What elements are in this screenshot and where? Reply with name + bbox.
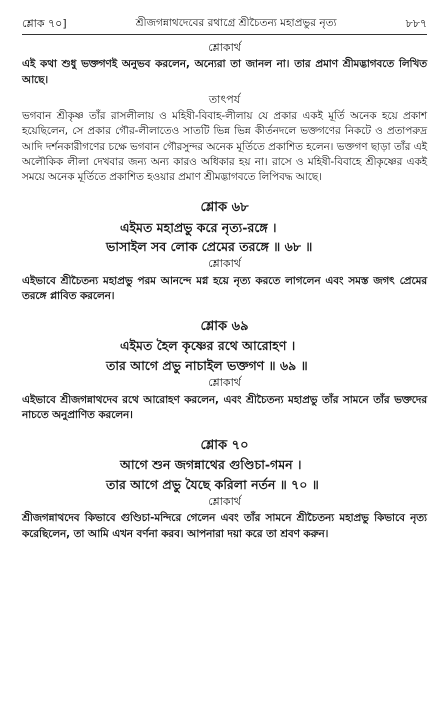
header-rule — [22, 34, 427, 35]
translation-text: এই কথা শুধু ভক্তগণই অনুভব করলেন, অন্যেরা তা জানল না। তার প্রমাণ শ্রীমদ্ভাগবতে লিখিত আছে। — [22, 58, 427, 86]
running-header — [22, 14, 427, 32]
verse-line: তার আগে প্রভু যৈছে করিলা নর্তন ॥ ৭০ ॥ — [106, 476, 319, 492]
verse-line: ভাসাইল সব লোক প্রেমের তরঙ্গে ॥ ৬৮ ॥ — [106, 238, 313, 254]
translation-heading: শ্লোকার্থ — [208, 494, 241, 508]
translation-text: এইভাবে শ্রীজগন্নাথদেব রথে আরোহণ করলেন, এবং শ্রীচৈতন্য মহাপ্রভু তাঁর সামনে তাঁর ভক্তদের নাচতে অনুপ্রাণিত করলেন। — [22, 393, 427, 421]
purport-text: ভগবান শ্রীকৃষ্ণ তাঁর রাসলীলায় ও মহিষী-বিবাহ-লীলায় যে প্রকার একই মূর্তি অনেক হয়ে প্রকাশ হয়েছিলেন, সে প্রকার গৌর-লীলাতেও সাতটি ভিন্ন ভিন্ন কীর্তনদলে ভক্তগণের নিকটে ও প্রতাপরুদ্র আদি দর্শনকারীগণের চক্ষে ভগবান গৌরসুন্দর অনেক মূর্তিতে প্রকাশিত হলেন। ভক্তগণ ছাড়া তাঁর এই অলৌকিক লীলা দেখবার জন্য অন্য কারও অধিকার হয় না। রাসে ও মহিষী-বিবাহে শ্রীকৃষ্ণের একই সময়ে অনেক মূর্তিতে প্রকাশিত হওয়ার প্রমাণ শ্রীমদ্ভাগবতে লিপিবদ্ধ আছে। — [22, 110, 427, 184]
page-content — [22, 40, 427, 546]
translation-text: এইভাবে শ্রীচৈতন্য মহাপ্রভু পরম আনন্দে মগ্ন হয়ে নৃত্য করতে লাগলেন এবং সমস্ত জগৎ প্রেমের তরঙ্গে প্লাবিত করলেন। — [22, 274, 427, 302]
translation-heading: শ্লোকার্থ — [208, 376, 241, 390]
header-title: শ্রীজগন্নাথদেবের রথাগ্রে শ্রীচৈতন্য মহাপ্রভুর নৃত্য — [135, 16, 337, 29]
verse-number: শ্লোক ৬৮ — [200, 200, 249, 216]
verse-line: এইমত হৈল কৃষ্ণের রথে আরোহণ । — [120, 338, 296, 354]
verse-line: আগে শুন জগন্নাথের গুণ্ডিচা-গমন । — [120, 457, 302, 473]
translation-text: শ্রীজগন্নাথদেব কিভাবে গুণ্ডিচা-মন্দিরে গেলেন এবং তাঁর সামনে শ্রীচৈতন্য মহাপ্রভু কিভাবে নৃত্য করেছিলেন, তা আমি এখন বর্ণনা করব। আপনারা দয়া করে তা শ্রবণ করুন। — [22, 512, 427, 540]
translation-heading: শ্লোকার্থ — [208, 41, 241, 54]
verse-line: তার আগে প্রভু নাচাইল ভক্তগণ ॥ ৬৯ ॥ — [106, 357, 308, 373]
header-verse-ref: শ্লোক ৭০] — [22, 16, 67, 30]
verse-number: শ্লোক ৭০ — [200, 438, 249, 454]
page-number: ৮৮৭ — [405, 16, 427, 30]
verse-number: শ্লোক ৬৯ — [200, 319, 249, 335]
purport-heading: তাৎপর্য — [208, 92, 241, 106]
verse-line: এইমত মহাপ্রভু করে নৃত্য-রঙ্গে । — [120, 219, 277, 235]
translation-heading: শ্লোকার্থ — [208, 257, 241, 271]
